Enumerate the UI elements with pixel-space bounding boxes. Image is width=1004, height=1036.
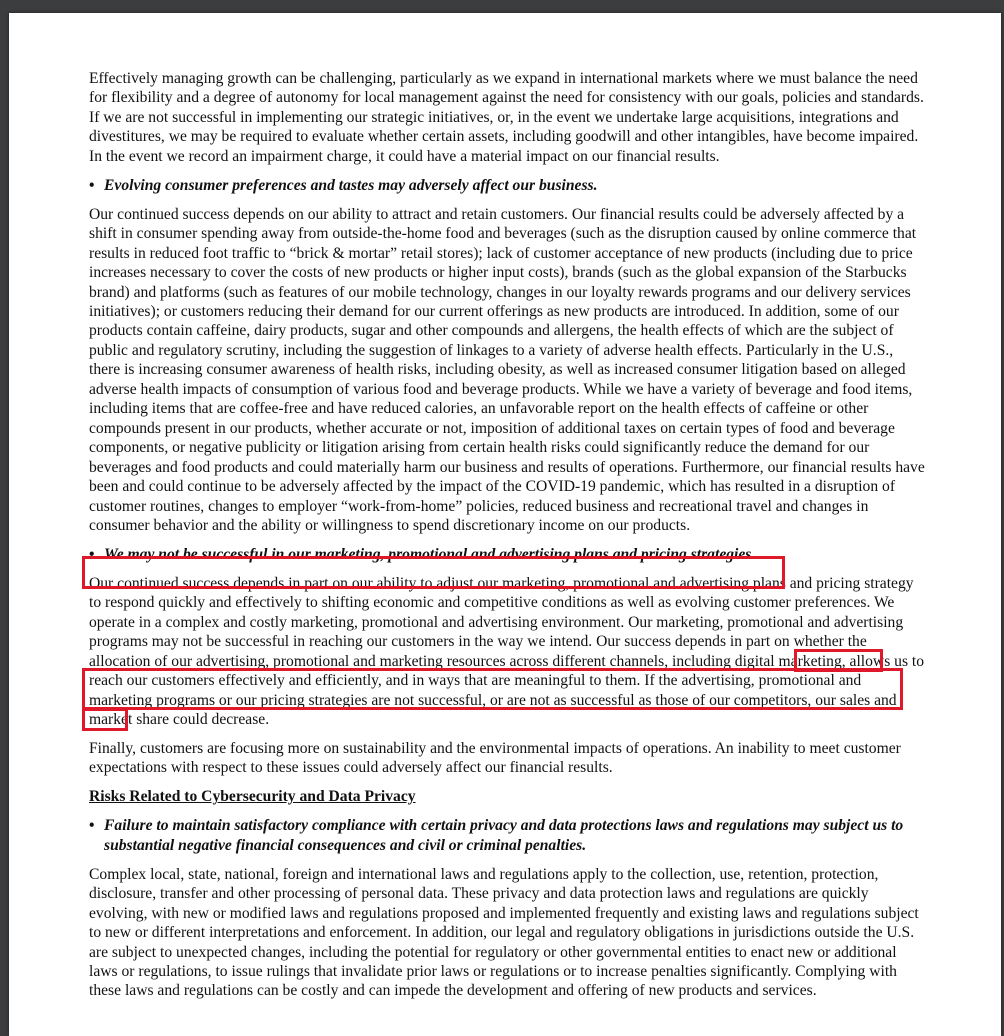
paragraph-sustainability: Finally, customers are focusing more on sustainability and the environmental impacts of operations. An inability to meet customer expectations with respect to these issues could adversely affect our financial results. xyxy=(89,740,901,777)
bullet-privacy xyxy=(89,816,927,855)
paragraph-marketing xyxy=(89,574,927,730)
bullet-marketing-text: We may not be successful in our marketing, promotional and advertising plans and pricing strategies xyxy=(104,545,752,563)
document-page xyxy=(9,13,1001,1036)
bullet-privacy-text: Failure to maintain satisfactory compliance with certain privacy and data protections laws and regulations may subject us to substantial negative financial consequences and civil or criminal penalties. xyxy=(104,817,904,854)
document-content xyxy=(89,69,927,1010)
highlighted-sentence: Our success depends in part on whether the allocation of our advertising, promotional and marketing resources across different channels, including digital marketing, allows us to reach our customers effectively and efficiently, and in ways that are meaningful to them. xyxy=(89,633,925,690)
bullet-icon: • xyxy=(89,545,95,563)
bullet-icon: • xyxy=(89,176,95,194)
section-heading-cybersecurity: Risks Related to Cybersecurity and Data Privacy xyxy=(89,788,416,806)
paragraph-marketing-part1: Our continued success depends in part on our ability to adjust our marketing, promotional and advertising plans and pricing strategy to respond quickly and effectively to shifting economic and competitive conditions as well as evolving customer preferences. We operate in a complex and costly marketing, promotional and advertising environment. Our marketing, promotional and advertising programs may not be successful in reaching our customers in the way we intend. xyxy=(89,574,914,651)
paragraph-marketing-part2: If the advertising, promotional and marketing programs or our pricing strategies are not successful, or are not as successful as those of our competitors, our sales and market share could decrease. xyxy=(89,672,897,729)
paragraph-consumer-success: Our continued success depends on our ability to attract and retain customers. Our financial results could be adversely affected by a shift in consumer spending away from outside-the-home food and beverages (such as the disruption caused by online commerce that results in reduced foot traffic to “brick & mortar” retail stores); lack of customer acceptance of new products (including due to price increases necessary to cover the costs of new products or higher input costs), brands (such as the global expansion of the Starbucks brand) and platforms (such as features of our mobile technology, changes in our loyalty rewards programs and our delivery services initiatives); or customers reducing their demand for our current offerings as new products are introduced. In addition, some of our products contain caffeine, dairy products, sugar and other compounds and allergens, the health effects of which are the subject of public and regulatory scrutiny, including the suggestion of linkages to a variety of adverse health effects. Particularly in the U.S., there is increasing consumer awareness of health risks, including obesity, as well as increased consumer litigation based on alleged adverse health impacts of consumption of various food and beverage products. While we have a variety of beverage and food items, including items that are coffee-free and have reduced calories, an unfavorable report on the health effects of caffeine or other compounds present in our products, whether accurate or not, imposition of additional taxes on certain types of food and beverage components, or negative publicity or litigation arising from certain health risks could significantly reduce the demand for our beverages and food products and could materially harm our business and results of operations. Furthermore, our financial results have been and could continue to be adversely affected by the impact of the COVID-19 pandemic, which has resulted in a disruption of customer routines, changes to employer “work-from-home” policies, reduced business and recreational travel and changes in consumer behavior and the ability or willingness to spend discretionary income on our products. xyxy=(89,205,925,534)
bullet-consumer-preferences-text: Evolving consumer preferences and tastes may adversely affect our business. xyxy=(104,176,598,194)
bullet-marketing xyxy=(89,545,927,564)
bullet-consumer-preferences xyxy=(89,176,927,195)
bullet-icon: • xyxy=(89,817,95,835)
paragraph-growth: Effectively managing growth can be challenging, particularly as we expand in international markets where we must balance the need for flexibility and a degree of autonomy for local management against the need for consistency with our goals, policies and standards. If we are not successful in implementing our strategic initiatives, or, in the event we undertake large acquisitions, integrations and divestitures, we may be required to evaluate whether certain assets, including goodwill and other intangibles, have become impaired. In the event we record an impairment charge, it could have a material impact on our financial results. xyxy=(89,70,924,165)
viewer-top-bar xyxy=(0,0,1004,13)
paragraph-privacy-laws: Complex local, state, national, foreign and international laws and regulations apply to the collection, use, retention, protection, disclosure, transfer and other processing of personal data. These privacy and data protection laws and regulations are quickly evolving, with new or modified laws and regulations proposed and implemented frequently and existing laws and regulations subject to new or different interpretations and enforcement. In addition, our legal and regulatory obligations in jurisdictions outside the U.S. are subject to unexpected changes, including the potential for regulatory or other governmental entities to enact new or additional laws or regulations, to issue rulings that invalidate prior laws or regulations or to increase penalties significantly. Complying with these laws and regulations can be costly and can impede the development and offering of new products and services. xyxy=(89,865,919,1000)
